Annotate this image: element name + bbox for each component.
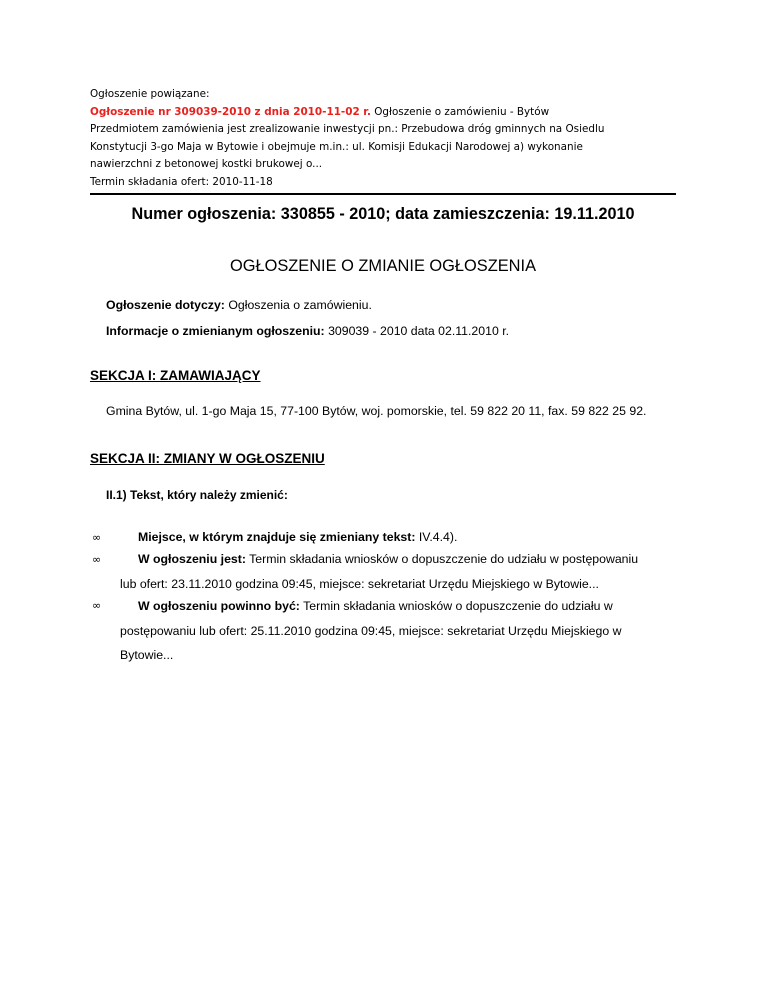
change-item-3 [138,598,613,614]
change-item-2-value: Termin składania wniosków o dopuszczenie do udziału w postępowaniu [245,552,639,566]
notice-concerns [106,297,372,313]
section-2-title: SEKCJA II: ZMIANY W OGŁOSZENIU [90,451,325,466]
changed-notice-info [106,323,509,339]
related-line-3: Konstytucji 3-go Maja w Bytowie i obejmuje m.in.: ul. Komisji Edukacji Narodowej a) wykonanie [90,140,583,153]
change-item-2 [138,551,638,567]
bullet-1: ∞ [92,531,102,544]
related-line-4: nawierzchni z betonowej kostki brukowej o... [90,158,323,170]
change-item-3-continuation-2: Bytowie... [120,648,174,662]
related-notice [90,86,670,191]
notice-concerns-label: Ogłoszenie dotyczy: [106,298,225,312]
change-item-3-label: W ogłoszeniu powinno być: [138,599,300,613]
change-item-1-label: Miejsce, w którym znajduje się zmieniany tekst: [138,530,416,544]
changed-notice-info-value: 309039 - 2010 data 02.11.2010 r. [324,324,510,338]
change-item-3-value: Termin składania wniosków o dopuszczenie do udziału w [299,599,613,613]
related-line-1-rest: Ogłoszenie o zamówieniu - Bytów [374,105,550,118]
bullet-2: ∞ [92,553,102,566]
change-item-1 [138,529,457,545]
notice-number-title: Numer ogłoszenia: 330855 - 2010; data zamieszczenia: 19.11.2010 [131,205,635,223]
changed-notice-info-label: Informacje o zmienianym ogłoszeniu: [106,324,325,338]
section-1-title: SEKCJA I: ZAMAWIAJĄCY [90,368,261,383]
horizontal-divider [90,193,676,195]
related-line-1 [90,104,670,122]
change-item-2-label: W ogłoszeniu jest: [138,552,246,566]
related-notice-link[interactable]: Ogłoszenie nr 309039-2010 z dnia 2010-11-02 r. [90,105,371,118]
section-1-text: Gmina Bytów, ul. 1-go Maja 15, 77-100 Bytów, woj. pomorskie, tel. 59 822 20 11, fax. 59 822 25 92. [106,404,647,418]
notice-concerns-value: Ogłoszenia o zamówieniu. [224,298,372,312]
related-line-2: Przedmiotem zamówienia jest zrealizowanie inwestycji pn.: Przebudowa dróg gminnych na Osiedlu [90,123,605,135]
page-heading: OGŁOSZENIE O ZMIANIE OGŁOSZENIA [229,257,536,275]
section-2-subtitle: II.1) Tekst, który należy zmienić: [106,488,288,502]
change-item-2-continuation: lub ofert: 23.11.2010 godzina 09:45, miejsce: sekretariat Urzędu Miejskiego w Bytowie... [120,577,599,591]
bullet-3: ∞ [92,599,102,612]
change-item-3-continuation-1: postępowaniu lub ofert: 25.11.2010 godzina 09:45, miejsce: sekretariat Urzędu Miejskiego w [120,624,622,638]
related-deadline: Termin składania ofert: 2010-11-18 [90,175,273,188]
related-label: Ogłoszenie powiązane: [90,88,210,100]
change-item-1-value: IV.4.4). [415,530,458,544]
